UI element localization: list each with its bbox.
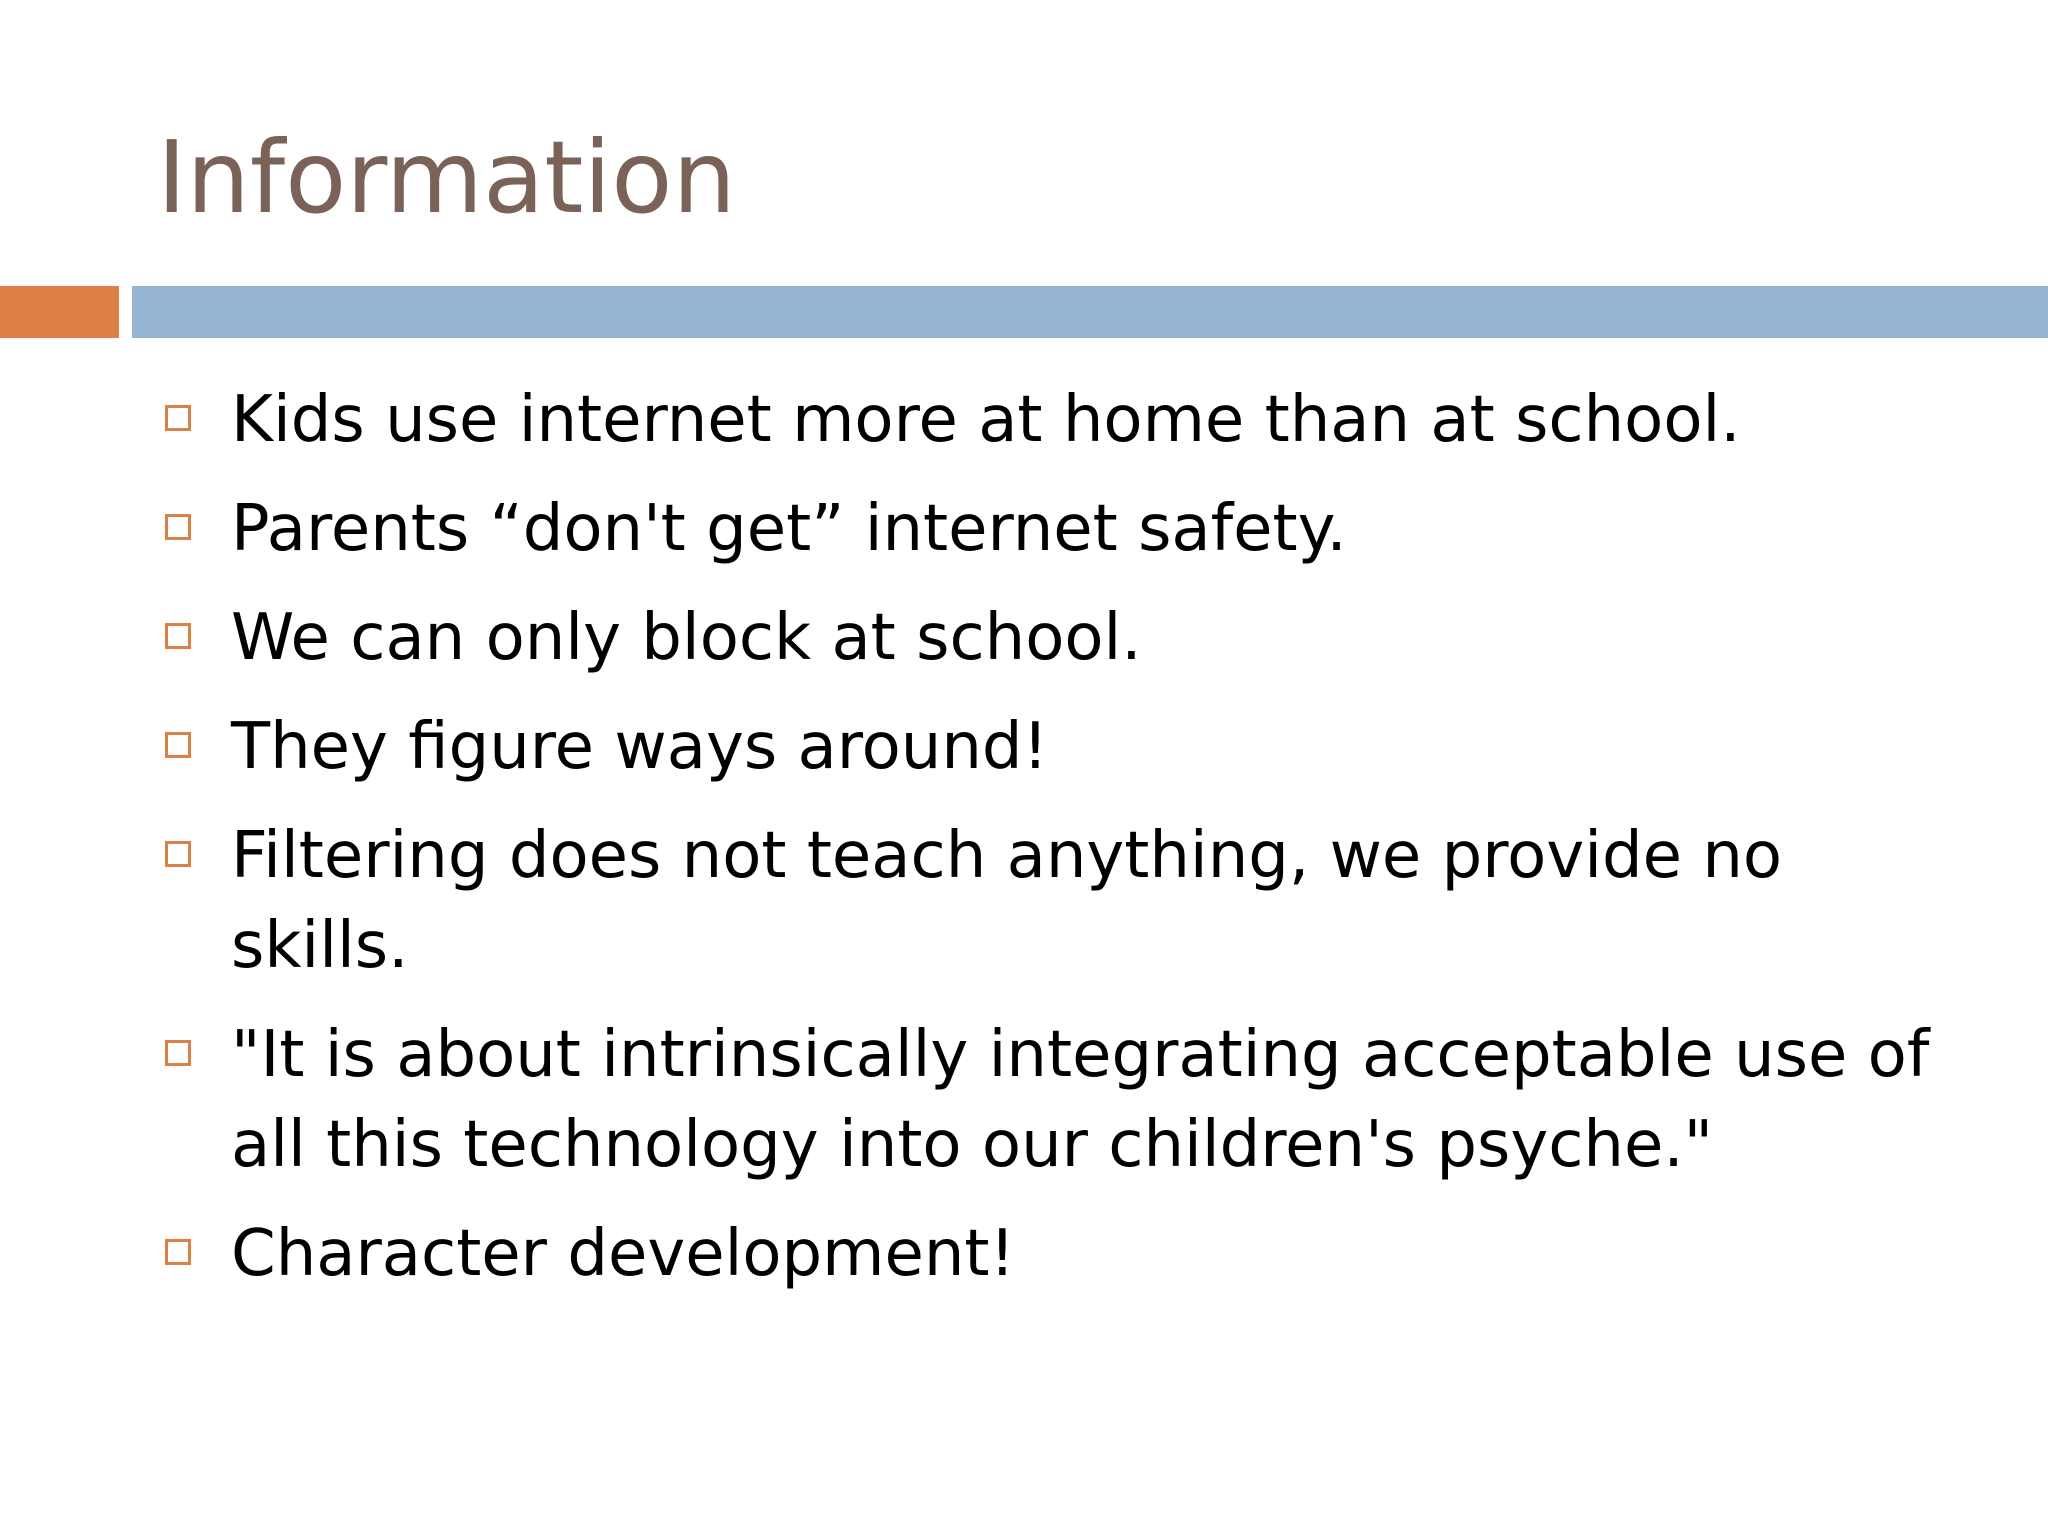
- square-outline-icon: [165, 1040, 191, 1066]
- bullet-item: [157, 811, 1957, 991]
- square-outline-icon: [165, 732, 191, 758]
- bullet-item: [157, 1209, 1957, 1299]
- bullet-text: "It is about intrinsically integrating acceptable use of all this technology into our children's psyche.": [231, 1018, 1930, 1182]
- square-outline-icon: [165, 623, 191, 649]
- bullet-item: [157, 593, 1957, 683]
- bullet-text: We can only block at school.: [231, 601, 1142, 675]
- bullet-list: [157, 375, 1957, 1318]
- bullet-item: [157, 375, 1957, 465]
- bullet-item: [157, 1010, 1957, 1190]
- title-rule-bar: [132, 286, 2048, 338]
- slide-title: Information: [157, 119, 736, 236]
- bullet-text: Kids use internet more at home than at school.: [231, 383, 1741, 457]
- bullet-text: Character development!: [231, 1217, 1016, 1291]
- bullet-text: They figure ways around!: [231, 710, 1049, 784]
- square-outline-icon: [165, 1239, 191, 1265]
- bullet-text: Parents “don't get” internet safety.: [231, 492, 1347, 566]
- square-outline-icon: [165, 514, 191, 540]
- bullet-item: [157, 484, 1957, 574]
- bullet-text: Filtering does not teach anything, we provide no skills.: [231, 819, 1783, 983]
- square-outline-icon: [165, 405, 191, 431]
- square-outline-icon: [165, 841, 191, 867]
- bullet-item: [157, 702, 1957, 792]
- accent-bar: [0, 286, 119, 338]
